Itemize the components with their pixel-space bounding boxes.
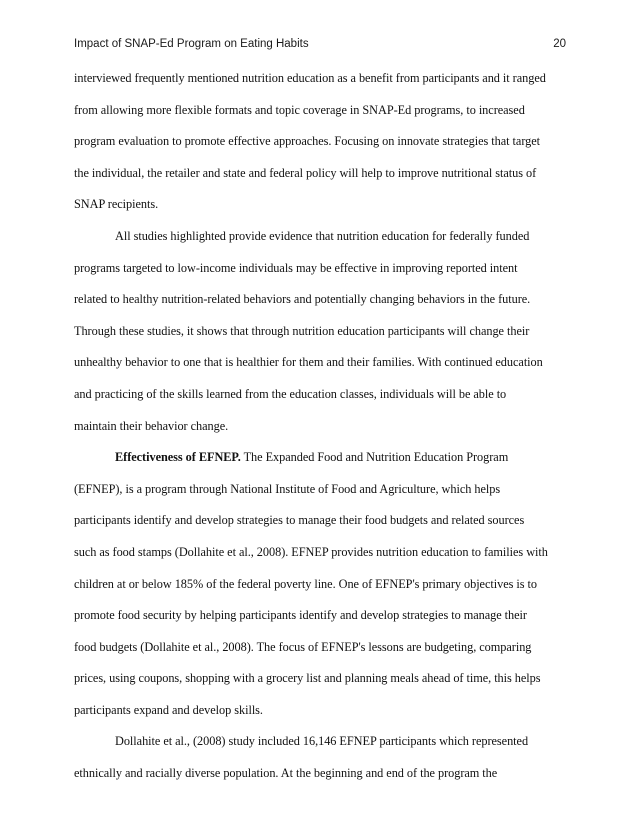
text-line: program evaluation to promote effective approaches. Focusing on innovate strategies that target: [74, 134, 541, 149]
text-line: related to healthy nutrition-related behaviors and potentially changing behaviors in the future.: [74, 292, 531, 307]
text-line: from allowing more flexible formats and topic coverage in SNAP-Ed programs, to increased: [74, 102, 525, 117]
text-line: and practicing of the skills learned from the education classes, individuals will be able to: [74, 386, 507, 401]
text-line: prices, using coupons, shopping with a grocery list and planning meals ahead of time, this helps: [74, 671, 541, 686]
page-number: 20: [553, 38, 566, 50]
text-line: (EFNEP), is a program through National Institute of Food and Agriculture, which helps: [74, 481, 501, 496]
text-line: participants identify and develop strategies to manage their food budgets and related sources: [74, 513, 525, 528]
text-line: Through these studies, it shows that through nutrition education participants will change their: [74, 323, 530, 338]
text-line: children at or below 185% of the federal poverty line. One of EFNEP's primary objectives is to: [74, 576, 537, 591]
heading-line-text: The Expanded Food and Nutrition Education Program: [240, 450, 509, 465]
paragraph-start-line: Dollahite et al., (2008) study included 16,146 EFNEP participants which represented: [115, 734, 529, 749]
text-line: food budgets (Dollahite et al., 2008). The focus of EFNEP's lessons are budgeting, comparing: [74, 639, 532, 654]
running-head-title: Impact of SNAP-Ed Program on Eating Habits: [74, 38, 309, 50]
document-body: [74, 71, 574, 798]
section-heading-line: [74, 450, 574, 482]
text-line: ethnically and racially diverse population. At the beginning and end of the program the: [74, 766, 498, 781]
text-line: SNAP recipients.: [74, 197, 159, 212]
section-heading: Effectiveness of EFNEP.: [115, 450, 241, 465]
text-line: promote food security by helping participants identify and develop strategies to manage their: [74, 608, 527, 623]
paragraph-start-line: All studies highlighted provide evidence that nutrition education for federally funded: [115, 228, 530, 243]
running-header: [74, 38, 566, 54]
text-line: maintain their behavior change.: [74, 418, 229, 433]
text-line: programs targeted to low-income individuals may be effective in improving reported intent: [74, 260, 518, 275]
text-line: unhealthy behavior to one that is healthier for them and their families. With continued education: [74, 355, 543, 370]
text-line: participants expand and develop skills.: [74, 702, 263, 717]
text-line: interviewed frequently mentioned nutrition education as a benefit from participants and it ranged: [74, 71, 546, 85]
text-line: the individual, the retailer and state and federal policy will help to improve nutritional status of: [74, 165, 537, 180]
text-line: such as food stamps (Dollahite et al., 2008). EFNEP provides nutrition education to families with: [74, 544, 548, 559]
